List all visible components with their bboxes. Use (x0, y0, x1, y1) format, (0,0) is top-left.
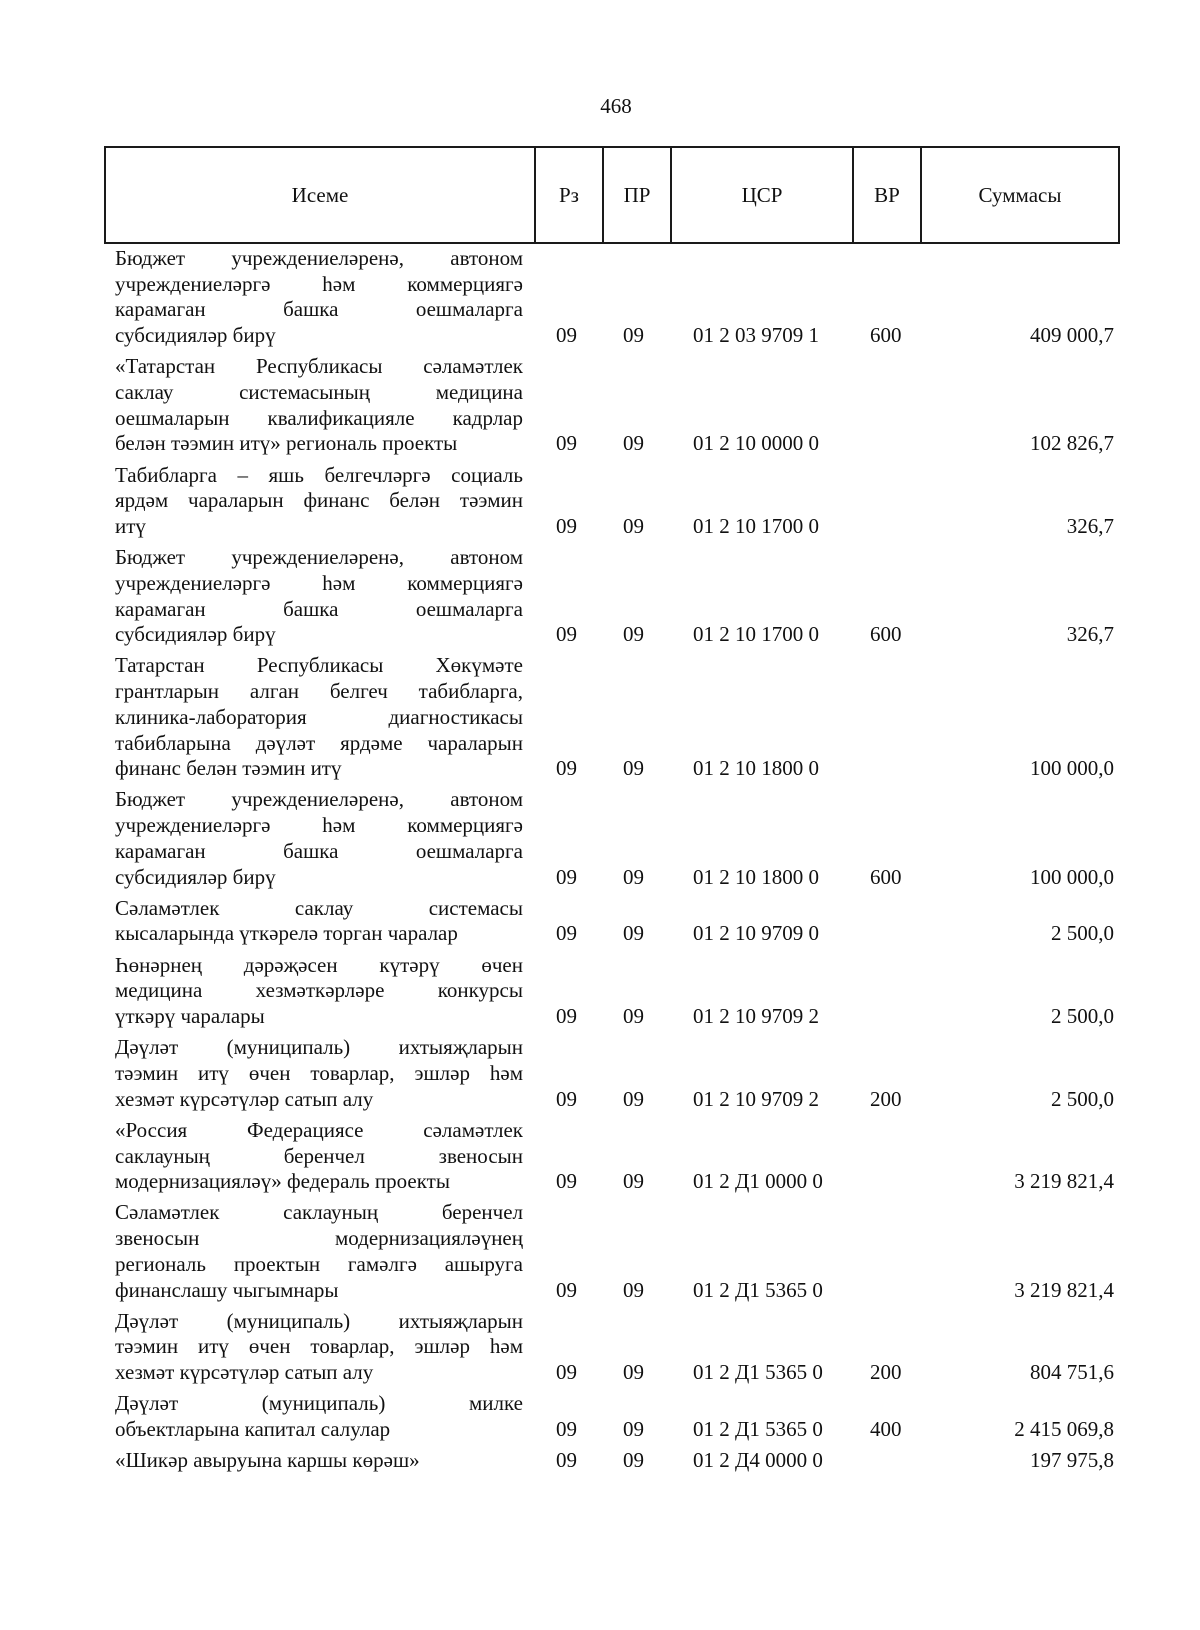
row-sum: 102 826,7 (1030, 431, 1114, 456)
table-row (0, 653, 1200, 782)
row-name (115, 354, 523, 457)
row-csr: 01 2 Д1 5365 0 (693, 1417, 823, 1442)
row-pr: 09 (623, 756, 644, 781)
row-name-line: хезмәт күрсәтүләр сатып алу (115, 1086, 374, 1111)
table-header (104, 146, 1120, 244)
row-pr: 09 (623, 864, 644, 889)
row-name (115, 953, 523, 1030)
row-name-line: Сәламәтлек саклауның беренчел (115, 1200, 523, 1225)
row-name-line: субсидияләр бирү (115, 323, 276, 348)
header-pr: ПР (602, 148, 670, 242)
row-sum: 100 000,0 (1030, 756, 1114, 781)
table-row (0, 953, 1200, 1030)
row-name-line: Дәүләт (муниципаль) ихтыяҗларын (115, 1308, 523, 1333)
table-row (0, 463, 1200, 540)
row-name-line: «Татарстан Республикасы сәламәтлек (115, 354, 523, 379)
row-rz: 09 (556, 1086, 577, 1111)
row-rz: 09 (556, 1360, 577, 1385)
row-sum: 2 500,0 (1051, 1004, 1114, 1029)
row-vr: 200 (870, 1360, 902, 1385)
row-pr: 09 (623, 1360, 644, 1385)
table-row (0, 1200, 1200, 1303)
row-name-line: учреждениеләргә һәм коммерциягә (115, 271, 523, 296)
row-name-line: грантларын алган белгеч табибларга, (115, 679, 523, 704)
row-name-line: Бюджет учреждениеләренә, автоном (115, 545, 523, 570)
row-sum: 3 219 821,4 (1014, 1169, 1114, 1194)
header-sum: Суммасы (920, 148, 1118, 242)
row-name-line: модернизацияләү» федераль проекты (115, 1169, 450, 1194)
table-row (0, 787, 1200, 890)
header-vr: ВР (852, 148, 920, 242)
row-name (115, 787, 523, 890)
row-name-line: итү (115, 514, 146, 538)
row-name-line: региональ проектын гамәлгә ашыруга (115, 1251, 523, 1276)
row-sum: 326,7 (1066, 622, 1114, 647)
row-csr: 01 2 10 1800 0 (693, 756, 819, 781)
row-name-line: «Россия Федерациясе сәламәтлек (115, 1117, 523, 1142)
row-rz: 09 (556, 513, 577, 538)
header-name: Исеме (291, 182, 349, 207)
row-sum: 197 975,8 (1030, 1448, 1114, 1473)
row-name-line: табибларына дәүләт ярдәме чараларын (115, 730, 523, 755)
row-vr: 400 (870, 1417, 902, 1442)
row-pr: 09 (623, 1169, 644, 1194)
row-name-line: учреждениеләргә һәм коммерциягә (115, 813, 523, 838)
row-pr: 09 (623, 1086, 644, 1111)
row-name (115, 463, 523, 540)
row-csr: 01 2 10 1800 0 (693, 864, 819, 889)
row-name-line: кысаларында үткәрелә торган чаралар (115, 921, 458, 946)
row-rz: 09 (556, 323, 577, 348)
row-name (115, 1309, 523, 1386)
table-row (0, 246, 1200, 349)
header-rz: Рз (534, 148, 602, 242)
table-body (0, 246, 1200, 1479)
table-row (0, 545, 1200, 648)
row-name-line: үткәрү чаралары (115, 1004, 265, 1029)
row-rz: 09 (556, 431, 577, 456)
row-pr: 09 (623, 323, 644, 348)
row-csr: 01 2 10 0000 0 (693, 431, 819, 456)
row-sum: 100 000,0 (1030, 864, 1114, 889)
row-sum: 2 500,0 (1051, 921, 1114, 946)
row-name (115, 1200, 523, 1303)
row-name-line: учреждениеләргә һәм коммерциягә (115, 570, 523, 595)
row-pr: 09 (623, 1004, 644, 1029)
row-name-line: ярдәм чараларын финанс белән тәэмин (115, 488, 523, 513)
row-csr: 01 2 03 9709 1 (693, 323, 819, 348)
row-name-line: карамаган башка оешмаларга (115, 297, 523, 322)
row-name-line: саклауның беренчел звеносын (115, 1143, 523, 1168)
row-rz: 09 (556, 864, 577, 889)
row-csr: 01 2 Д4 0000 0 (693, 1448, 823, 1473)
row-name-line: белән тәэмин итү» региональ проекты (115, 431, 458, 456)
table-row (0, 1118, 1200, 1195)
row-csr: 01 2 10 1700 0 (693, 622, 819, 647)
row-vr: 600 (870, 323, 902, 348)
row-name-line: субсидияләр бирү (115, 622, 276, 647)
row-sum: 804 751,6 (1030, 1360, 1114, 1385)
row-vr: 200 (870, 1086, 902, 1111)
row-name-line: медицина хезмәткәрләре конкурсы (115, 978, 523, 1003)
row-name-line: Бюджет учреждениеләренә, автоном (115, 787, 523, 812)
row-name-line: клиника-лаборатория диагностикасы (115, 704, 523, 729)
row-pr: 09 (623, 513, 644, 538)
row-pr: 09 (623, 1277, 644, 1302)
table-row (0, 896, 1200, 947)
row-sum: 2 415 069,8 (1014, 1417, 1114, 1442)
row-csr: 01 2 10 9709 2 (693, 1004, 819, 1029)
table-row (0, 354, 1200, 457)
row-name-line: тәэмин итү өчен товарлар, эшләр һәм (115, 1060, 523, 1085)
row-rz: 09 (556, 1169, 577, 1194)
row-name-line: Дәүләт (муниципаль) милке (115, 1391, 523, 1416)
row-rz: 09 (556, 756, 577, 781)
row-name-line: Табибларга – яшь белгечләргә социаль (115, 462, 523, 487)
row-name-line: финанслашу чыгымнары (115, 1277, 339, 1302)
row-sum: 2 500,0 (1051, 1086, 1114, 1111)
row-name-line: хезмәт күрсәтүләр сатып алу (115, 1360, 374, 1385)
row-name-line: карамаган башка оешмаларга (115, 596, 523, 621)
row-csr: 01 2 10 1700 0 (693, 513, 819, 538)
row-name-line: карамаган башка оешмаларга (115, 838, 523, 863)
row-rz: 09 (556, 1448, 577, 1473)
row-name-line: Һөнәрнең дәрәҗәсен күтәрү өчен (115, 952, 523, 977)
row-sum: 409 000,7 (1030, 323, 1114, 348)
row-rz: 09 (556, 921, 577, 946)
row-name-line: Дәүләт (муниципаль) ихтыяҗларын (115, 1035, 523, 1060)
row-rz: 09 (556, 622, 577, 647)
row-pr: 09 (623, 921, 644, 946)
row-name-line: «Шикәр авыруына каршы көрәш» (115, 1448, 420, 1473)
row-name-line: тәэмин итү өчен товарлар, эшләр һәм (115, 1334, 523, 1359)
row-name (115, 246, 523, 349)
row-pr: 09 (623, 1448, 644, 1473)
table-row (0, 1448, 1200, 1474)
row-name-line: объектларына капитал салулар (115, 1417, 391, 1442)
row-name-line: Бюджет учреждениеләренә, автоном (115, 246, 523, 270)
row-name-line: финанс белән тәэмин итү (115, 756, 342, 781)
row-csr: 01 2 10 9709 0 (693, 921, 819, 946)
row-csr: 01 2 10 9709 2 (693, 1086, 819, 1111)
page-number: 468 (600, 94, 632, 118)
row-name-line: субсидияләр бирү (115, 864, 276, 889)
row-pr: 09 (623, 622, 644, 647)
row-name (115, 545, 523, 648)
row-name (115, 653, 523, 782)
row-rz: 09 (556, 1277, 577, 1302)
row-name-line: оешмаларын квалификацияле кадрлар (115, 405, 523, 430)
row-name-line: саклау системасының медицина (115, 380, 523, 404)
header-csr: ЦСР (670, 148, 852, 242)
row-name-line: Сәламәтлек саклау системасы (115, 895, 523, 920)
row-name (115, 1035, 523, 1112)
row-vr: 600 (870, 622, 902, 647)
row-rz: 09 (556, 1417, 577, 1442)
row-name (115, 1391, 523, 1442)
row-name (115, 1448, 523, 1474)
row-sum: 3 219 821,4 (1014, 1277, 1114, 1302)
row-csr: 01 2 Д1 5365 0 (693, 1277, 823, 1302)
row-pr: 09 (623, 1417, 644, 1442)
row-rz: 09 (556, 1004, 577, 1029)
row-csr: 01 2 Д1 0000 0 (693, 1169, 823, 1194)
row-name-line: Татарстан Республикасы Хөкүмәте (115, 653, 523, 678)
row-csr: 01 2 Д1 5365 0 (693, 1360, 823, 1385)
row-vr: 600 (870, 864, 902, 889)
row-name-line: звеносын модернизацияләүнең (115, 1226, 523, 1251)
table-row (0, 1035, 1200, 1112)
row-name (115, 1118, 523, 1195)
row-pr: 09 (623, 431, 644, 456)
table-row (0, 1309, 1200, 1386)
table-row (0, 1391, 1200, 1442)
row-name (115, 896, 523, 947)
row-sum: 326,7 (1066, 513, 1114, 538)
